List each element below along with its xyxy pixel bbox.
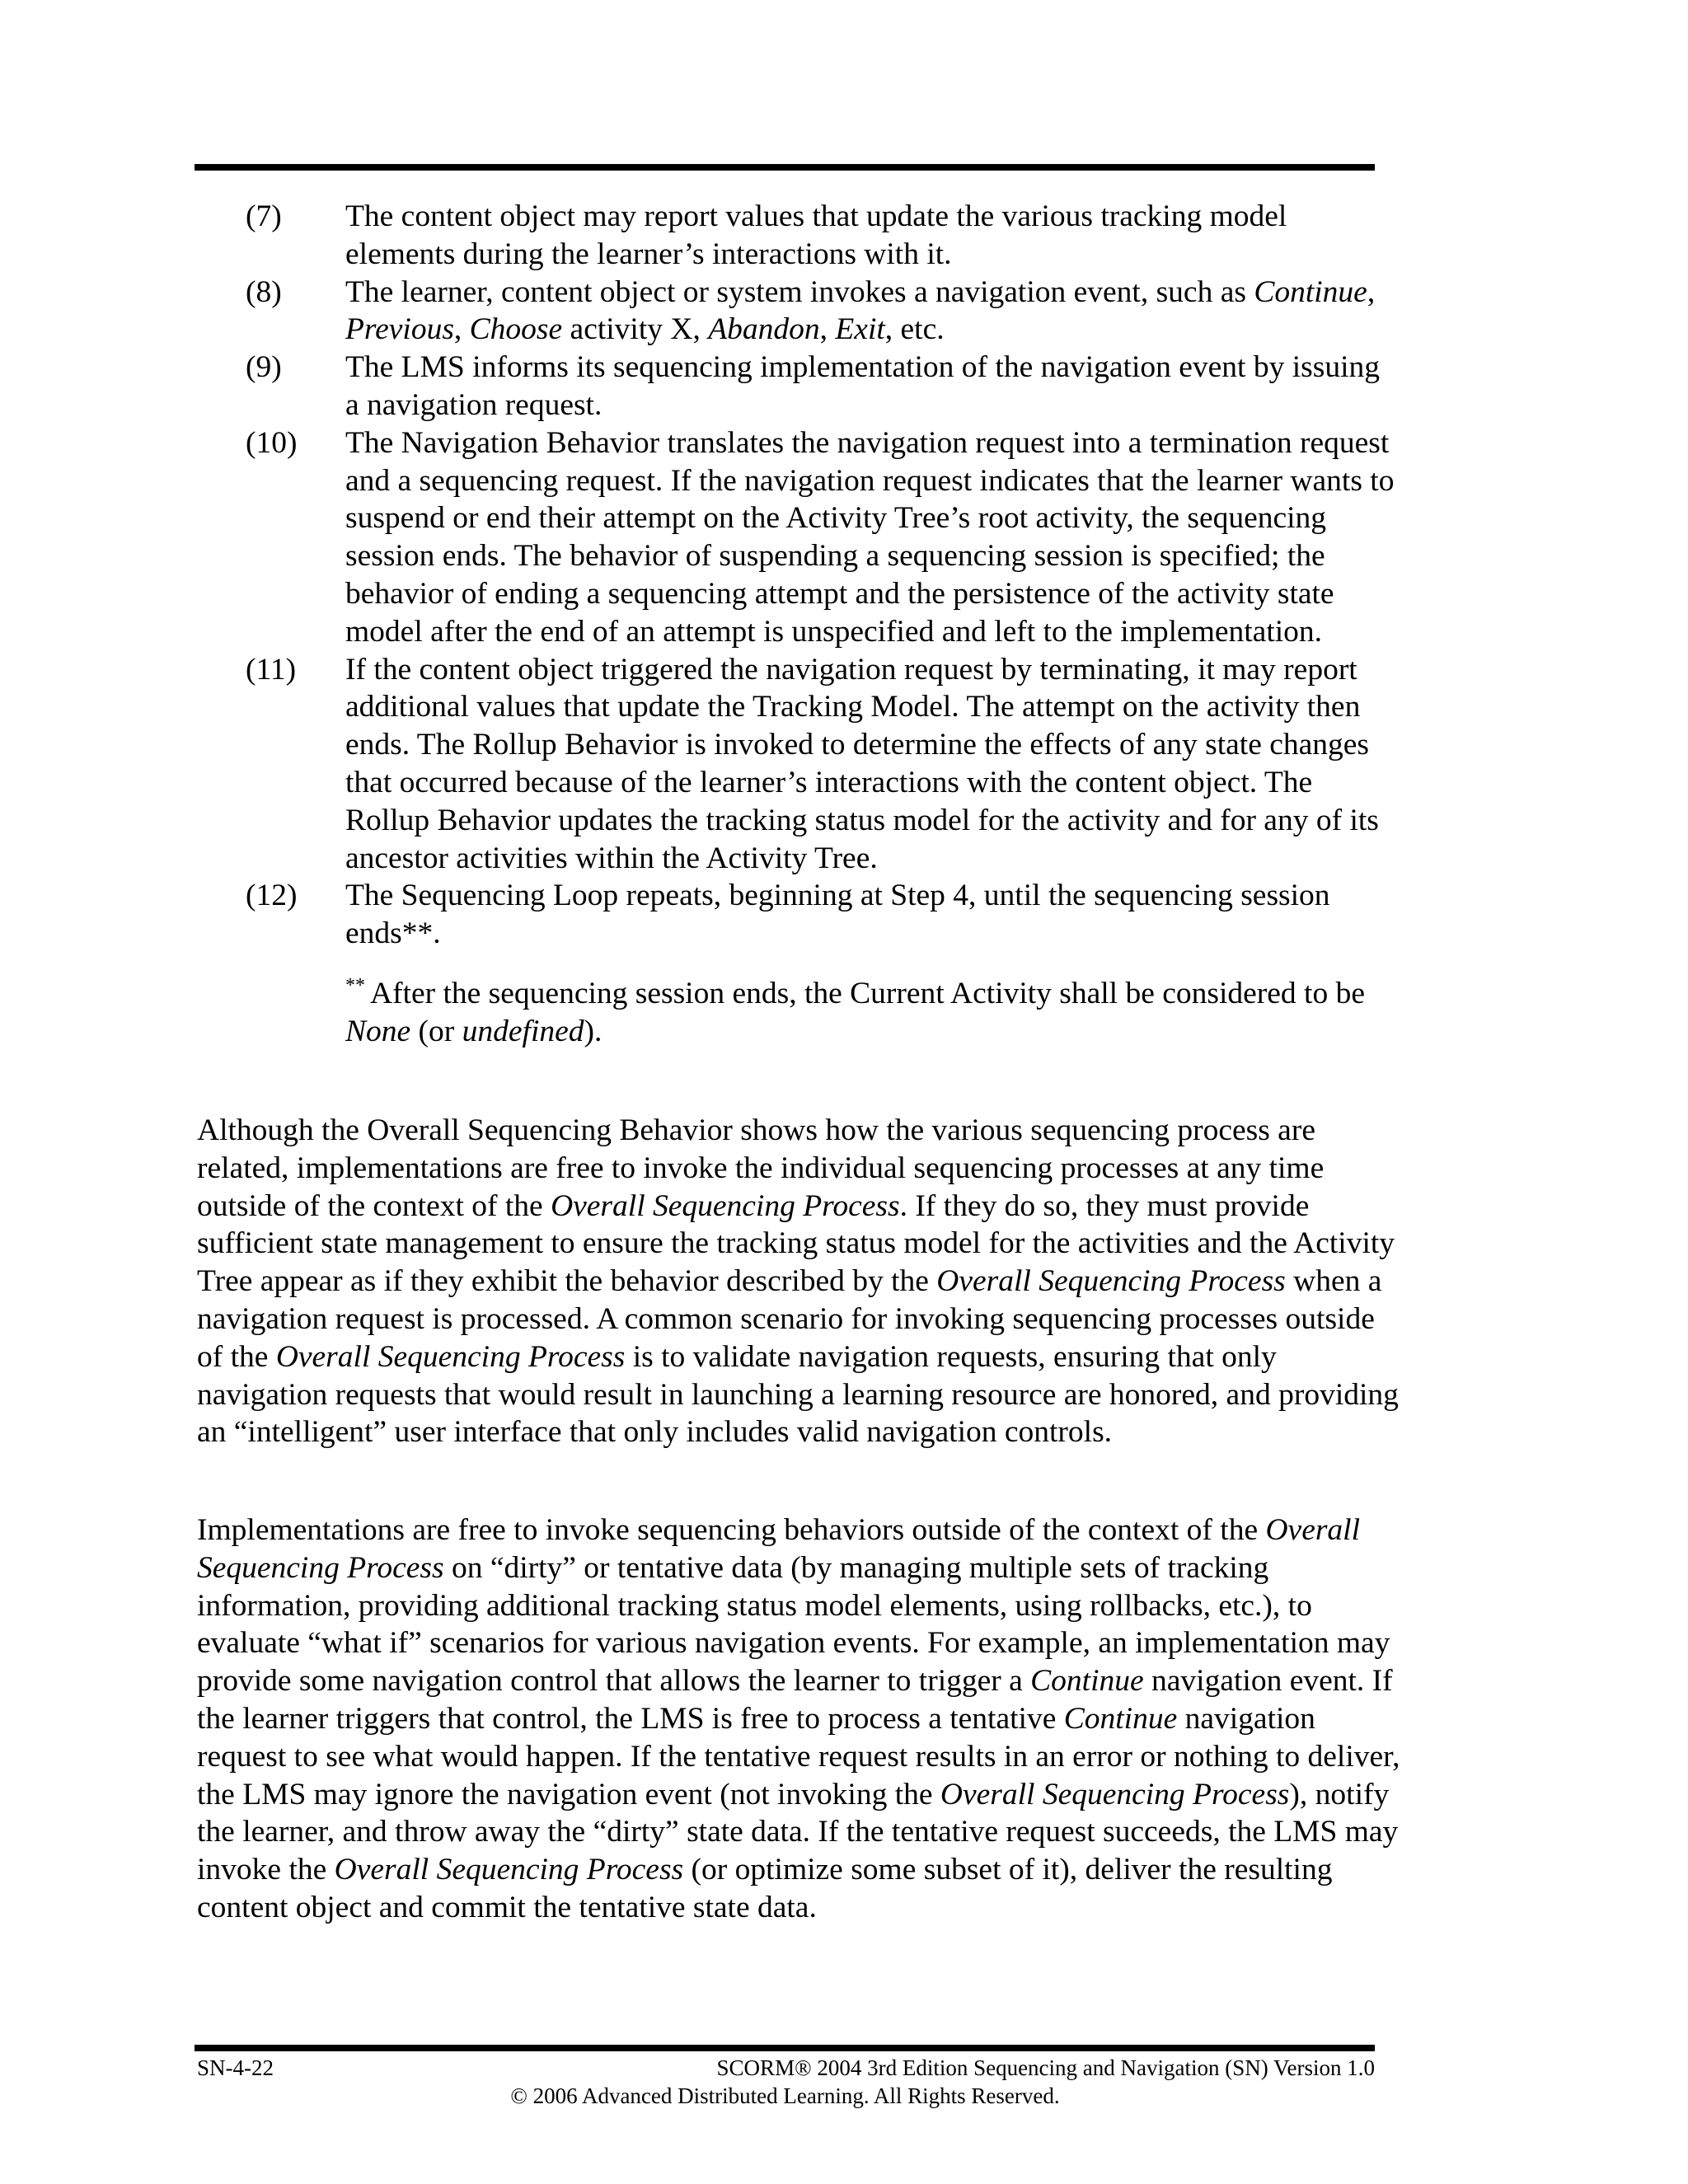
text-run: , xyxy=(819,312,836,347)
step-7 xyxy=(246,198,1400,274)
text-run: when a navigation request is processed. A common scenario for invoking sequencing processes outside of the xyxy=(197,1264,1382,1374)
text-run: ). xyxy=(584,1014,603,1048)
text-run: . If they do so, they must provide sufficient state management to ensure the tracking status model for the activities and the Activity Tree appear as if they exhibit the behavior described by the xyxy=(197,1188,1395,1299)
italic-term: Overall Sequencing Process xyxy=(940,1777,1290,1811)
step-text: The Navigation Behavior translates the navigation request into a termination request and a sequencing request. If the navigation request indicates that the learner wants to suspend or end their attempt on the Activity Tree’s root activity, the sequencing session ends. The behavior of suspending a sequencing session is specified; the behavior of ending a sequencing attempt and the persistence of the activity state model after the end of an attempt is unspecified and left to the implementation. xyxy=(345,425,1395,649)
step-number: (7) xyxy=(246,199,282,233)
italic-term: Overall Sequencing Process xyxy=(936,1264,1286,1299)
step-text: If the content object triggered the navigation request by terminating, it may report additional values that update the Tracking Model. The attempt on the activity then ends. The Rollup Behavior is invoked to determine the effects of any state changes that occurred because of the learner’s interactions with the content object. The Rollup Behavior updates the tracking status model for the activity and for any of its ancestor activities within the Activity Tree. xyxy=(345,652,1379,875)
step-8 xyxy=(246,274,1400,349)
step-text: The LMS informs its sequencing implementation of the navigation event by issuing a navigation request. xyxy=(345,350,1381,422)
step-12 xyxy=(246,877,1400,953)
sequencing-steps-list xyxy=(246,198,1400,1051)
italic-term: None xyxy=(345,1014,411,1048)
italic-term: Previous xyxy=(345,312,454,347)
footnote xyxy=(345,975,1400,1051)
text-run: Although the Overall Sequencing Behavior shows how the various sequencing process are related, implementations are free to invoke the individual sequencing processes at any time outside of the context of the xyxy=(197,1113,1325,1223)
text-run: The learner, content object or system invokes a navigation event, such as xyxy=(345,274,1254,309)
step-text: The Sequencing Loop repeats, beginning at Step 4, until the sequencing session ends**. xyxy=(345,879,1330,951)
text-run: ), notify the learner, and throw away the “dirty” state data. If the tentative request succeeds, the LMS may invoke the xyxy=(197,1777,1399,1887)
document-title: SCORM® 2004 3rd Edition Sequencing and Navigation (SN) Version 1.0 xyxy=(716,2055,1375,2080)
italic-term: Continue xyxy=(1063,1701,1178,1736)
text-run: is to validate navigation requests, ensuring that only navigation requests that would result in launching a learning resource are honored, and providing an “intelligent” user interface that only includes valid navigation controls. xyxy=(197,1339,1399,1450)
step-text: The content object may report values that update the various tracking model elements during the learner’s interactions with it. xyxy=(345,199,1287,271)
text-run: navigation event. If the learner triggers that control, the LMS is free to process a tentative xyxy=(197,1664,1393,1736)
step-number: (9) xyxy=(246,350,282,385)
step-number: (12) xyxy=(246,879,298,913)
text-run: activity X, xyxy=(562,312,709,347)
text-run: , xyxy=(1367,274,1376,309)
step-10 xyxy=(246,424,1400,651)
italic-term: Overall Sequencing Process xyxy=(551,1188,900,1223)
text-run: (or optimize some subset of it), deliver the resulting content object and commit the tentative state data. xyxy=(197,1853,1333,1924)
italic-term: Choose xyxy=(469,312,563,347)
step-text xyxy=(345,274,1400,349)
italic-term: Continue xyxy=(1030,1664,1144,1699)
body-paragraph-2 xyxy=(197,1511,1400,1927)
italic-term: undefined xyxy=(462,1014,584,1048)
italic-term: Overall Sequencing Process xyxy=(197,1513,1361,1585)
text-run: , xyxy=(453,312,470,347)
step-number: (8) xyxy=(246,274,282,309)
text-run: on “dirty” or tentative data (by managing multiple sets of tracking information, providing additional tracking status model elements, using rollbacks, etc.), to evaluate “what if” scenarios for various navigation events. For example, an implementation may provide some navigation control that allows the learner to trigger a xyxy=(197,1550,1390,1699)
italic-term: Continue xyxy=(1254,274,1367,309)
text-run: After the sequencing session ends, the Current Activity shall be considered to be xyxy=(370,976,1365,1010)
step-number: (10) xyxy=(246,425,298,460)
text-run: (or xyxy=(410,1014,462,1048)
text-run: navigation request to see what would happen. If the tentative request results in an error or nothing to deliver, the LMS may ignore the navigation event (not invoking the xyxy=(197,1701,1400,1811)
footnote-marker: ** xyxy=(345,974,365,996)
copyright-notice: © 2006 Advanced Distributed Learning. All Rights Reserved. xyxy=(510,2083,1060,2108)
text-run: , etc. xyxy=(884,312,945,347)
page-number: SN-4-22 xyxy=(197,2055,274,2080)
italic-term: Abandon xyxy=(708,312,820,347)
body-paragraph-1 xyxy=(197,1112,1400,1451)
top-rule xyxy=(195,164,1375,171)
italic-term: Exit xyxy=(835,312,885,347)
step-9 xyxy=(246,349,1400,424)
step-11 xyxy=(246,651,1400,878)
step-number: (11) xyxy=(246,652,297,687)
bottom-rule xyxy=(195,2045,1375,2051)
italic-term: Overall Sequencing Process xyxy=(334,1853,684,1887)
text-run: Implementations are free to invoke sequencing behaviors outside of the context of the xyxy=(197,1513,1266,1547)
italic-term: Overall Sequencing Process xyxy=(275,1339,626,1374)
